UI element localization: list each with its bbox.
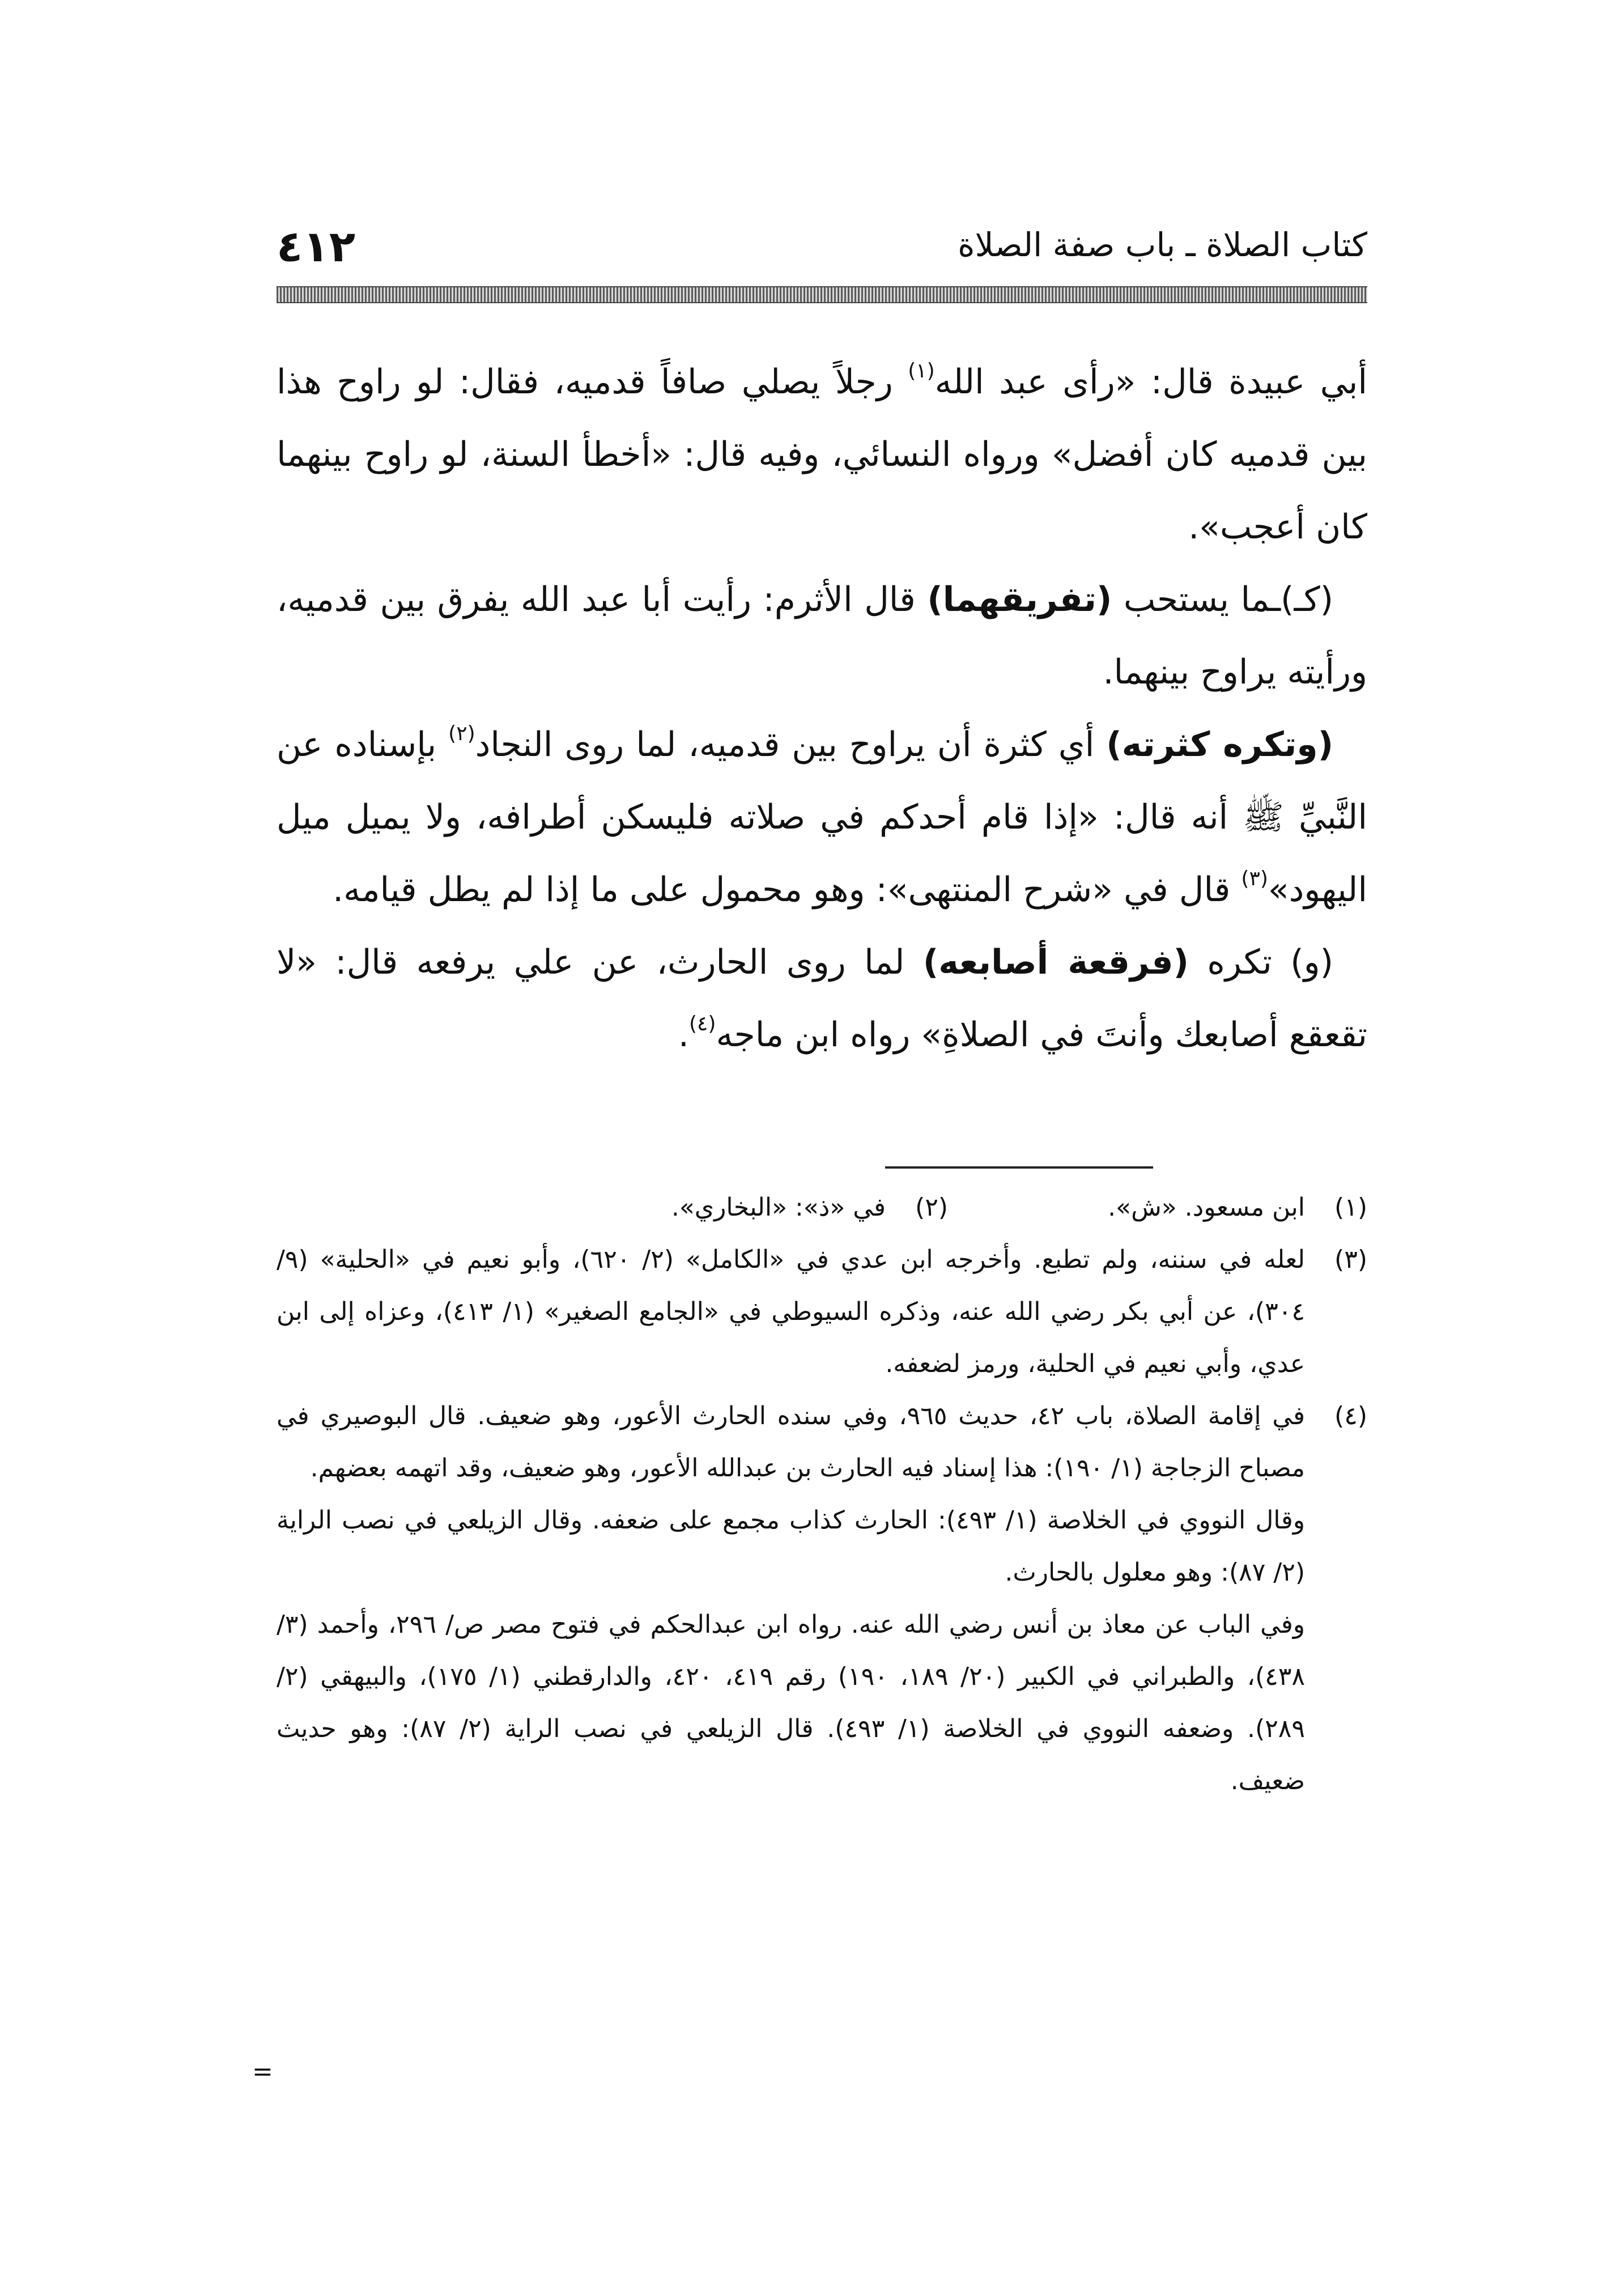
footnote-ref-4: (٤) — [689, 1012, 716, 1035]
footnote-3 — [277, 1234, 1367, 1390]
page-header — [277, 215, 1367, 272]
footnote-text: ابن مسعود. «ش». — [1108, 1193, 1305, 1222]
footnote-number: (١) — [1334, 1193, 1367, 1222]
footnote-4 — [277, 1390, 1367, 1494]
paragraph-2: (كـ)ـما يستحب (تفريقهما) قال الأثرم: رأيت أبا عبد الله يفرق بين قدميه، ورأيته يراوح بينهما. — [277, 580, 1367, 692]
main-text — [277, 346, 1367, 1071]
bold-term: (تفريقهما) — [927, 580, 1112, 619]
footnote-separator — [885, 1166, 1153, 1169]
continuation-mark: = — [252, 2057, 273, 2086]
running-title: كتاب الصلاة ـ باب صفة الصلاة — [958, 226, 1367, 264]
footnote-ref-2: (٢) — [448, 722, 475, 745]
header-rule — [277, 286, 1367, 303]
footnote-number: (٤) — [1334, 1402, 1367, 1430]
page-number: ٤١٢ — [277, 221, 356, 271]
footnote-text: في إقامة الصلاة، باب ٤٢، حديث ٩٦٥، وفي سنده الحارث الأعور، وهو ضعيف. قال البوصيري في مصباح الزجاجة (١/ ١٩٠): هذا إسناد فيه الحارث بن عبدالله الأعور، وهو ضعيف، وقد اتهمه بعضهم. — [277, 1402, 1306, 1483]
footnote-ref-1: (١) — [908, 359, 935, 383]
paragraph-3: (وتكره كثرته) أي كثرة أن يراوح بين قدميه، لما روى النجاد$^{(٢)}$ بإسناده عن النَّبيِّ ﷺ أنه قال: «إذا قام أحدكم في صلاته فليسكن أطرافه، ولا يميل ميل اليهود»$^{(٣)}$ قال في «شرح المنتهى»: وهو محمول على ما إذا لم يطل قيامه. — [277, 722, 1367, 910]
footnote-1 — [948, 1182, 1367, 1234]
footnote-2 — [529, 1182, 948, 1234]
footnote-text: لعله في سننه، ولم تطبع. وأخرجه ابن عدي في «الكامل» (٢/ ٦٢٠)، وأبو نعيم في «الحلية» (٩/ ٣٠٤)، عن أبي بكر رضي الله عنه، وذكره السيوطي في «الجامع الصغير» (١/ ٤١٣)، وعزاه إلى ابن عدي، وأبي نعيم في الحلية، ورمز لضعفه. — [277, 1245, 1305, 1378]
footnote-ref-3: (٣) — [1241, 867, 1268, 890]
paragraph-1: أبي عبيدة قال: «رأى عبد الله$^{(١)}$ رجلاً يصلي صافاً قدميه، فقال: لو راوح هذا بين قدميه كان أفضل» ورواه النسائي، وفيه قال: «أخطأ السنة، لو راوح بينهما كان أعجب». — [277, 359, 1367, 547]
footnote-number: (٣) — [1334, 1245, 1367, 1274]
footnote-number: (٢) — [915, 1193, 948, 1222]
footnote-row-1-2 — [277, 1182, 1367, 1234]
footnote-paragraph: وفي الباب عن معاذ بن أنس رضي الله عنه. رواه ابن عبدالحكم في فتوح مصر ص/ ٢٩٦، وأحمد (٣/ ٤٣٨)، والطبراني في الكبير (٢٠/ ١٨٩، ١٩٠) رقم ٤١٩، ٤٢٠، والدارقطني (١/ ١٧٥)، والبيهقي (٢/ ٢٨٩). وضعفه النووي في الخلاصة (١/ ٤٩٣). قال الزيلعي في نصب الراية (٢/ ٨٧): وهو حديث ضعيف. — [277, 1610, 1306, 1795]
bold-term: (وتكره كثرته) — [1106, 725, 1333, 765]
footnote-paragraph: وقال النووي في الخلاصة (١/ ٤٩٣): الحارث كذاب مجمع على ضعفه. وقال الزيلعي في نصب الراية (٢/ ٨٧): وهو معلول بالحارث. — [277, 1506, 1305, 1587]
footnotes — [277, 1182, 1367, 1807]
bold-term: (فرقعة أصابعه) — [922, 942, 1189, 982]
paragraph-4: (و) تكره (فرقعة أصابعه) لما روى الحارث، عن علي يرفعه قال: «لا تقعقع أصابعك وأنتَ في الصلاةِ» رواه ابن ماجه$^{(٤)}$. — [277, 942, 1367, 1055]
footnote-text: في «ذ»: «البخاري». — [671, 1193, 886, 1222]
footnote-4-continuation — [277, 1494, 1367, 1807]
